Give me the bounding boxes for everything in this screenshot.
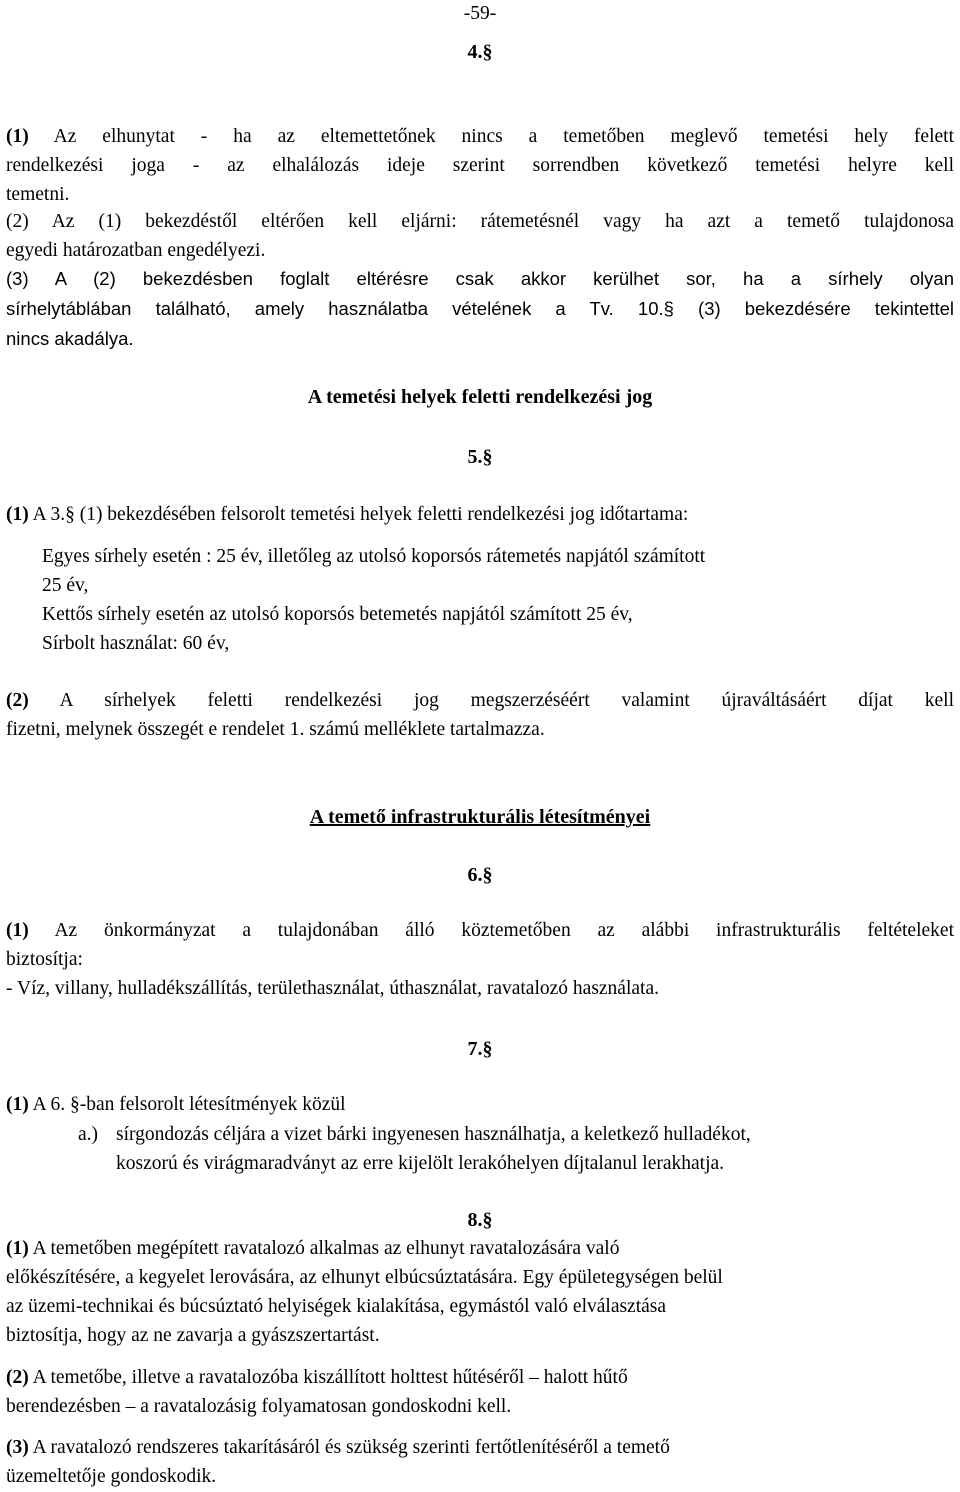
section-5-heading: A temetési helyek feletti rendelkezési jog: [307, 386, 653, 408]
sec5-p2-line1: (2) A sírhelyek feletti rendelkezési jog megszerzéséért valamint újraváltásáért díjat kell: [6, 690, 954, 711]
sec8-p2-line1: (2) A temetőbe, illetve a ravatalozóba kiszállított holttest hűtéséről – halott hűtő: [6, 1367, 628, 1388]
section-6-number: 6.§: [467, 864, 493, 886]
section-7-number: 7.§: [467, 1038, 493, 1060]
sec4-p1-line3: temetni.: [6, 184, 70, 205]
sec7-item-a-mark: a.): [78, 1124, 99, 1145]
sec7-item-a-line1: sírgondozás céljára a vizet bárki ingyenesen használhatja, a keletkező hulladékot,: [116, 1124, 751, 1145]
paragraph-mark: (2): [6, 690, 29, 711]
sec8-p1-line1: (1) A temetőben megépített ravatalozó alkalmas az elhunyt ravatalozására való: [6, 1238, 620, 1259]
sec5-item-1a: Egyes sírhely esetén : 25 év, illetőleg az utolsó koporsós rátemetés napjától számított: [42, 546, 706, 567]
sec6-p1-line2: biztosítja:: [6, 949, 83, 970]
sec4-p3-line1: (3) A (2) bekezdésben foglalt eltérésre csak akkor kerülhet sor, ha a sírhely olyan: [6, 268, 954, 289]
paragraph-mark: (1): [6, 1094, 29, 1115]
sec5-item-1b: 25 év,: [42, 575, 89, 596]
section-6-heading: A temető infrastrukturális létesítményei: [309, 806, 651, 828]
paragraph-mark: (1): [6, 1238, 29, 1259]
sec8-p1-line4: biztosítja, hogy az ne zavarja a gyászszertartást.: [6, 1325, 380, 1346]
sec4-p3-line2: sírhelytáblában található, amely használatba vételének a Tv. 10.§ (3) bekezdésére tekintettel: [6, 298, 954, 319]
sec8-p1-line3: az üzemi-technikai és búcsúztató helyiségek kialakítása, egymástól való elválasztása: [6, 1296, 667, 1317]
sec6-p1-line1: (1) Az önkormányzat a tulajdonában álló köztemetőben az alábbi infrastrukturális feltételeket: [6, 920, 954, 941]
sec6-p1-line3: - Víz, villany, hulladékszállítás, területhasználat, úthasználat, ravatalozó használata.: [6, 978, 659, 999]
page-number: -59-: [463, 3, 497, 24]
section-8-number: 8.§: [467, 1209, 493, 1231]
sec5-p1-lead: (1) A 3.§ (1) bekezdésében felsorolt temetési helyek feletti rendelkezési jog időtartama:: [6, 504, 689, 525]
sec8-p1-line2: előkészítésére, a kegyelet lerovására, az elhunyt elbúcsúztatására. Egy épületegységen belül: [6, 1267, 723, 1288]
sec4-p1-line2: rendelkezési joga - az elhalálozás ideje szerint sorrendben következő temetési helyre kell: [6, 155, 954, 176]
sec4-p3-line3: nincs akadálya.: [6, 328, 134, 349]
sec4-p2-line2: egyedi határozatban engedélyezi.: [6, 240, 266, 261]
paragraph-mark: (2): [6, 1367, 29, 1388]
paragraph-mark: (1): [6, 504, 29, 525]
paragraph-mark: (1): [6, 126, 29, 147]
section-4-number: 4.§: [467, 41, 493, 63]
sec7-item-a-line2: koszorú és virágmaradványt az erre kijelölt lerakóhelyen díjtalanul lerakhatja.: [116, 1153, 725, 1174]
sec5-item-3: Sírbolt használat: 60 év,: [42, 633, 230, 654]
sec4-p2-line1: (2) Az (1) bekezdéstől eltérően kell eljárni: rátemetésnél vagy ha azt a temető tulajdonosa: [6, 211, 954, 232]
section-5-number: 5.§: [467, 446, 493, 468]
paragraph-mark: (3): [6, 1437, 29, 1458]
sec8-p2-line2: berendezésben – a ravatalozásig folyamatosan gondoskodni kell.: [6, 1396, 512, 1417]
sec5-item-2: Kettős sírhely esetén az utolsó koporsós betemetés napjától számított 25 év,: [42, 604, 633, 625]
sec5-p2-line2: fizetni, melynek összegét e rendelet 1. számú melléklete tartalmazza.: [6, 719, 545, 740]
sec7-p1-lead: (1) A 6. §-ban felsorolt létesítmények közül: [6, 1094, 346, 1115]
paragraph-mark: (1): [6, 920, 29, 941]
sec8-p3-line1: (3) A ravatalozó rendszeres takarításáról és szükség szerinti fertőtlenítéséről a temető: [6, 1437, 670, 1458]
sec8-p3-line2: üzemeltetője gondoskodik.: [6, 1466, 217, 1487]
sec4-p1-line1: (1) Az elhunytat - ha az eltemettetőnek nincs a temetőben meglevő temetési hely felett: [6, 126, 954, 147]
